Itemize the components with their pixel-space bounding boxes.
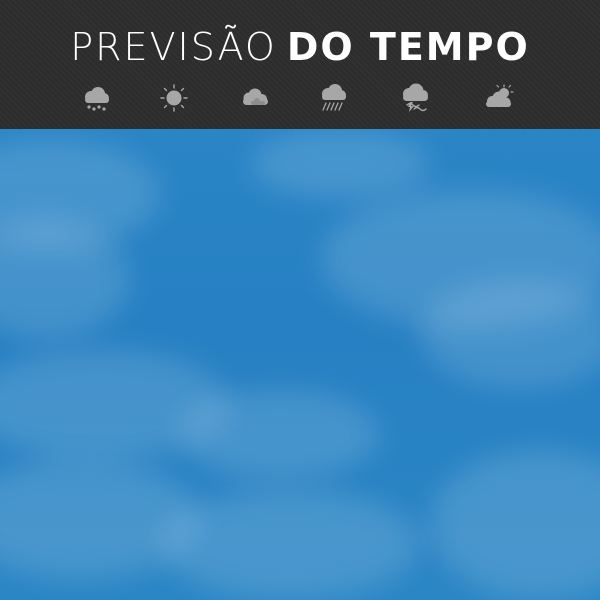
sky-cloud bbox=[430, 449, 600, 599]
rain-cloud-icon[interactable] bbox=[316, 83, 350, 113]
title-light: PREVISÃO bbox=[70, 25, 277, 69]
storm-cloud-icon[interactable] bbox=[398, 83, 432, 113]
page-title bbox=[0, 24, 600, 70]
snow-cloud-icon[interactable] bbox=[79, 83, 113, 113]
header-bar bbox=[0, 0, 600, 129]
title-bold: DO TEMPO bbox=[286, 25, 530, 69]
sky-cloud bbox=[420, 279, 600, 389]
partly-cloudy-icon[interactable] bbox=[482, 83, 516, 113]
sky-cloud bbox=[180, 389, 380, 479]
cloudy-icon[interactable] bbox=[237, 83, 271, 113]
sky-cloud bbox=[160, 489, 420, 599]
sky-cloud bbox=[250, 129, 430, 199]
sun-icon[interactable] bbox=[157, 83, 191, 113]
sky-background bbox=[0, 129, 600, 600]
weather-icon-row bbox=[0, 83, 600, 113]
